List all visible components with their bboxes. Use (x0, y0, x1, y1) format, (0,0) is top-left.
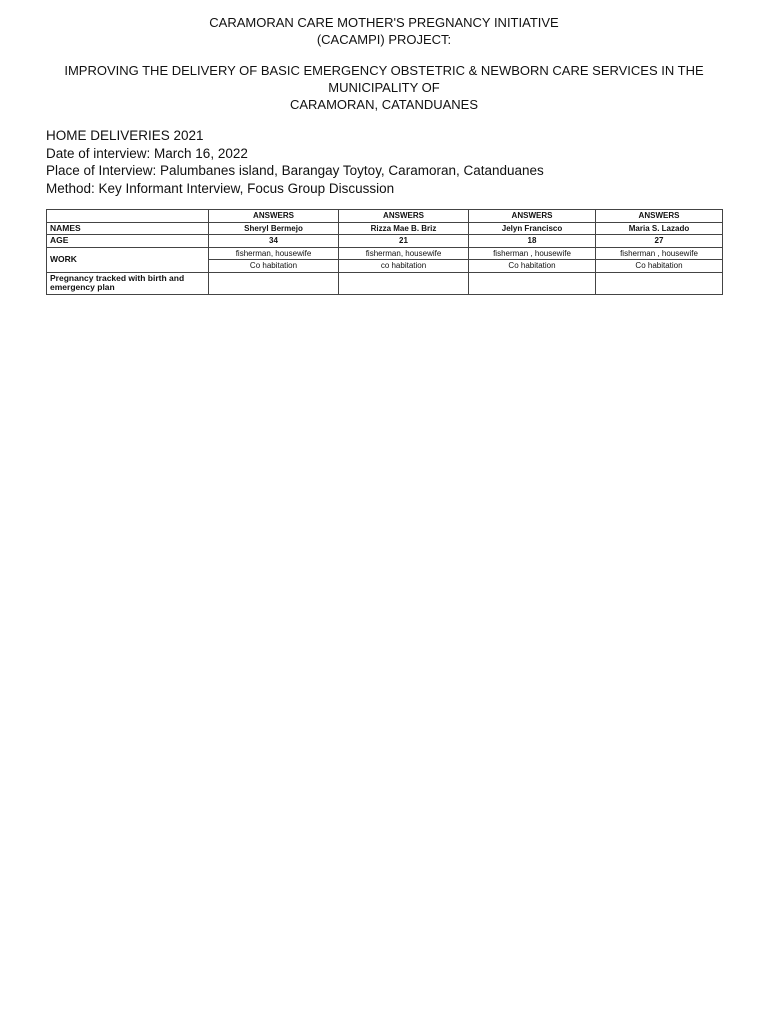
interview-table (46, 209, 723, 295)
table-cell: Co habitation (469, 260, 596, 273)
project-title: CARAMORAN CARE MOTHER'S PREGNANCY INITIATIVE (209, 15, 559, 30)
table-cell: fisherman, housewife (339, 247, 469, 260)
table-cell: Co habitation (209, 260, 339, 273)
table-row (47, 222, 723, 235)
table-cell: 34 (209, 235, 339, 248)
table-cell: Sheryl Bermejo (209, 222, 339, 235)
table-row (47, 247, 723, 260)
project-subtitle: IMPROVING THE DELIVERY OF BASIC EMERGENCY OBSTETRIC & NEWBORN CARE SERVICES IN THE MUNICIPALITY OF (64, 63, 704, 95)
table-header-row (47, 210, 723, 223)
table-cell: 18 (469, 235, 596, 248)
answers-header: ANSWERS (339, 210, 469, 223)
table-cell: Maria S. Lazado (596, 222, 723, 235)
interview-method: Method: Key Informant Interview, Focus Group Discussion (46, 180, 395, 196)
table-cell: Co habitation (596, 260, 723, 273)
project-acronym: (CACAMPI) PROJECT: (316, 32, 452, 47)
table-cell: fisherman, housewife (209, 247, 339, 260)
table-cell: Jelyn Francisco (469, 222, 596, 235)
answers-header: ANSWERS (209, 210, 339, 223)
table-cell: Rizza Mae B. Briz (339, 222, 469, 235)
report-title: HOME DELIVERIES 2021 (46, 128, 204, 143)
interview-date: Date of interview: March 16, 2022 (46, 145, 248, 161)
table-cell: fisherman , housewife (596, 247, 723, 260)
table-row (47, 235, 723, 248)
table-cell (596, 272, 723, 294)
table-cell: fisherman , housewife (469, 247, 596, 260)
row-label: AGE (47, 235, 209, 248)
table-cell: 21 (339, 235, 469, 248)
header-blank (47, 210, 209, 223)
row-label: WORK (47, 247, 209, 272)
table-cell (209, 272, 339, 294)
row-label: NAMES (47, 222, 209, 235)
answers-header: ANSWERS (469, 210, 596, 223)
table-row (47, 272, 723, 294)
project-location: CARAMORAN, CATANDUANES (289, 97, 479, 112)
row-label: Pregnancy tracked with birth and emergency plan (47, 272, 209, 294)
interview-place: Place of Interview: Palumbanes island, Barangay Toytoy, Caramoran, Catanduanes (46, 163, 544, 178)
table-cell (339, 272, 469, 294)
answers-header: ANSWERS (596, 210, 723, 223)
table-cell: co habitation (339, 260, 469, 273)
table-cell (469, 272, 596, 294)
table-cell: 27 (596, 235, 723, 248)
